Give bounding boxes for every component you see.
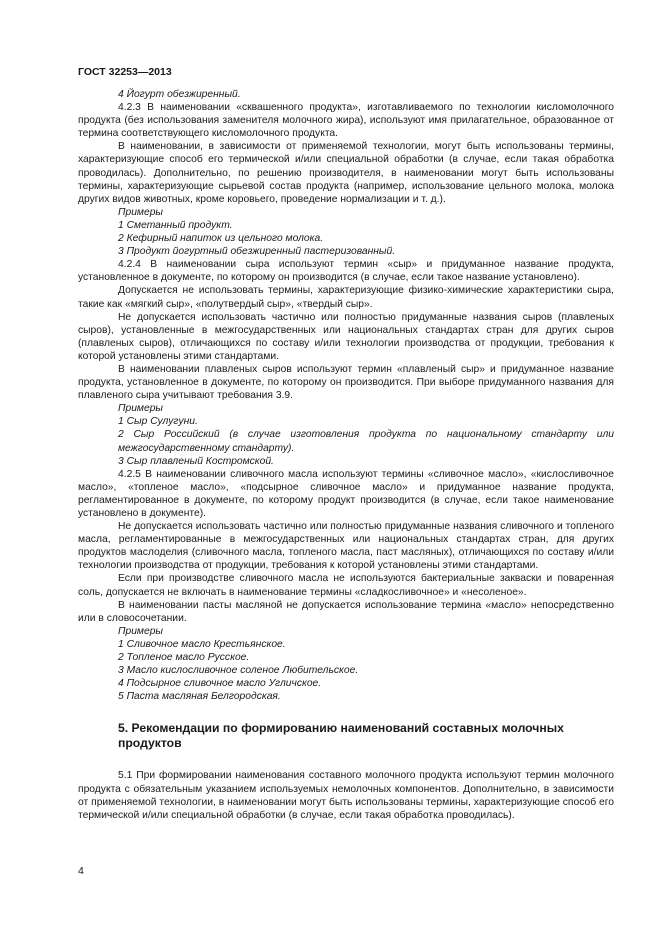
example-item: 4 Йогурт обезжиренный. [118, 89, 241, 100]
paragraph: В наименовании пасты масляной не допускается использование термина «масло» непосредственно или в словосочетании. [78, 599, 614, 624]
example-item: 1 Сливочное масло Крестьянское. [118, 638, 286, 650]
example-item: 3 Сыр плавленый Костромской. [118, 455, 274, 467]
example-item: 1 Сметанный продукт. [118, 219, 233, 231]
examples-heading: Примеры [118, 625, 164, 637]
examples-heading: Примеры [118, 206, 164, 218]
example-item: 3 Масло кислосливочное соленое Любительское. [118, 665, 359, 677]
page-number: 4 [78, 865, 84, 877]
example-item: 1 Сыр Сулугуни. [118, 416, 198, 428]
section-5-heading: 5. Рекомендации по формированию наименований составных молочных продуктов [118, 721, 564, 751]
example-item: 2 Топленое масло Русское. [118, 652, 250, 664]
examples-heading: Примеры [118, 403, 164, 415]
example-item: 2 Сыр Российский (в случае изготовления продукта по национальному стандарту или межгосударственному стандарту). [118, 429, 614, 454]
document-header: ГОСТ 32253—2013 [78, 66, 172, 78]
example-item: 3 Продукт йогуртный обезжиренный пастеризованный. [118, 246, 396, 258]
clause-4-2-3: 4.2.3 В наименовании «сквашенного продукта», изготавливаемого по технологии кисломолочного продукта (без использования заменителя молочного жира), используют имя прилагательное, образованное от термина соответствующего кисломолочного продукта. [78, 102, 614, 140]
paragraph: Не допускается использовать частично или полностью придуманные названия сыров (плавленых сыров), установленные в межгосударственных или национальных стандартах стран для других сыров (плавленых сыров), отличающихся по составу и/или технологии производства от продукции, требования к которой установлены этими стандартами. [78, 311, 614, 362]
paragraph: Допускается не использовать термины, характеризующие физико-химические характеристики сыра, такие как «мягкий сыр», «полутвердый сыр», «твердый сыр». [78, 285, 614, 310]
example-item: 5 Паста масляная Белгородская. [118, 691, 281, 703]
paragraph: Если при производстве сливочного масла не используются бактериальные закваски и поваренная соль, допускается не включать в наименование термины «сладкосливочное» и «несоленое». [78, 573, 614, 598]
example-item: 2 Кефирный напиток из цельного молока. [118, 233, 324, 245]
clause-4-2-4: 4.2.4 В наименовании сыра используют термин «сыр» и придуманное название продукта, установленное в документе, по которому он производится (в случае, если такое название установлено). [78, 259, 614, 284]
paragraph: Не допускается использовать частично или полностью придуманные названия сливочного и топленого масла, регламентированные в межгосударственных или национальных стандартах стран, для других продуктов маслоделия (сливочного масла, топленого масла, паст масляных), отличающихся по составу и/или технологии производства от продукции, требования к которой установлены этими стандартами. [78, 521, 614, 572]
document-body [78, 88, 614, 822]
example-item: 4 Подсырное сливочное масло Угличское. [118, 678, 322, 690]
paragraph: В наименовании, в зависимости от применяемой технологии, могут быть использованы термины, характеризующие способ его термической и/или специальной обработки (в случае, если такая обработка проводилась). Дополнительно, по решению производителя, в наименовании могут быть использованы термины, характеризующие сырьевой состав продукта (например, использование цельного молока, молока других видов животных, кроме коровьего, проведение нормализации и т. д.). [78, 141, 614, 205]
clause-5-1: 5.1 При формировании наименования составного молочного продукта используют термин молочного продукта с обязательным указанием используемых немолочных компонентов. Дополнительно, в зависимости от применяемой технологии, в наименовании могут быть использованы термины, характеризующие способ его термической и/или специальной обработки (в случае, если такая обработка проводилась). [78, 770, 614, 821]
clause-4-2-5: 4.2.5 В наименовании сливочного масла используют термины «сливочное масло», «кислосливочное масло», «топленое масло», «подсырное сливочное масло» и придуманное название продукта, регламентированное в документе, по которому продукт производится (в случае, если такое наименование установлено в документе). [78, 468, 614, 519]
paragraph: В наименовании плавленых сыров используют термин «плавленый сыр» и придуманное название продукта, установленное в документе, по которому он производится. При выборе придуманного названия для плавленого сыра учитывают требования 3.9. [78, 363, 614, 402]
